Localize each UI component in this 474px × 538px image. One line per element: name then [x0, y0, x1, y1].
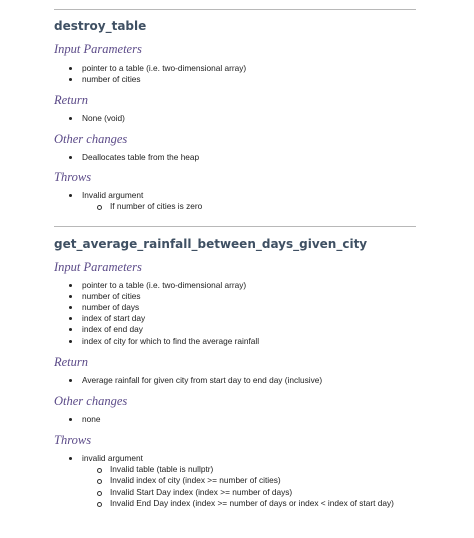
list-item: Deallocates table from the heap — [82, 152, 200, 162]
input-parameters-heading: Input Parameters — [54, 42, 142, 56]
sub-list-item: Invalid table (table is nullptr) — [110, 464, 214, 474]
return-heading: Return — [54, 93, 89, 107]
function-title: get_average_rainfall_between_days_given_city — [54, 237, 368, 251]
list-item: index of end day — [82, 324, 143, 334]
other-changes-heading: Other changes — [54, 394, 128, 408]
list-item: invalid argument — [82, 453, 143, 463]
throws-heading: Throws — [54, 433, 92, 447]
function-title: destroy_table — [54, 19, 147, 33]
list-item: Average rainfall for given city from start day to end day (inclusive) — [82, 375, 323, 385]
list-item: number of days — [82, 302, 140, 312]
section-divider — [54, 9, 416, 10]
return-heading: Return — [54, 355, 89, 369]
list-item: number of cities — [82, 74, 141, 84]
list-item: none — [82, 414, 101, 424]
list-item: index of city for which to find the average rainfall — [82, 336, 260, 346]
list-item: pointer to a table (i.e. two-dimensional array) — [82, 280, 247, 290]
sub-list-item: Invalid Start Day index (index >= number of days) — [110, 487, 293, 497]
list-item: pointer to a table (i.e. two-dimensional array) — [82, 63, 247, 73]
sub-list-item: Invalid index of city (index >= number of cities) — [110, 475, 281, 485]
input-parameters-heading: Input Parameters — [54, 260, 142, 274]
section-divider — [54, 226, 416, 227]
list-item: None (void) — [82, 113, 125, 123]
list-item: number of cities — [82, 291, 141, 301]
other-changes-heading: Other changes — [54, 132, 128, 146]
sub-list-item: Invalid End Day index (index >= number of days or index < index of start day) — [110, 498, 394, 508]
list-item: index of start day — [82, 313, 146, 323]
list-item: Invalid argument — [82, 190, 144, 200]
sub-list-item: If number of cities is zero — [110, 201, 203, 211]
throws-heading: Throws — [54, 170, 92, 184]
